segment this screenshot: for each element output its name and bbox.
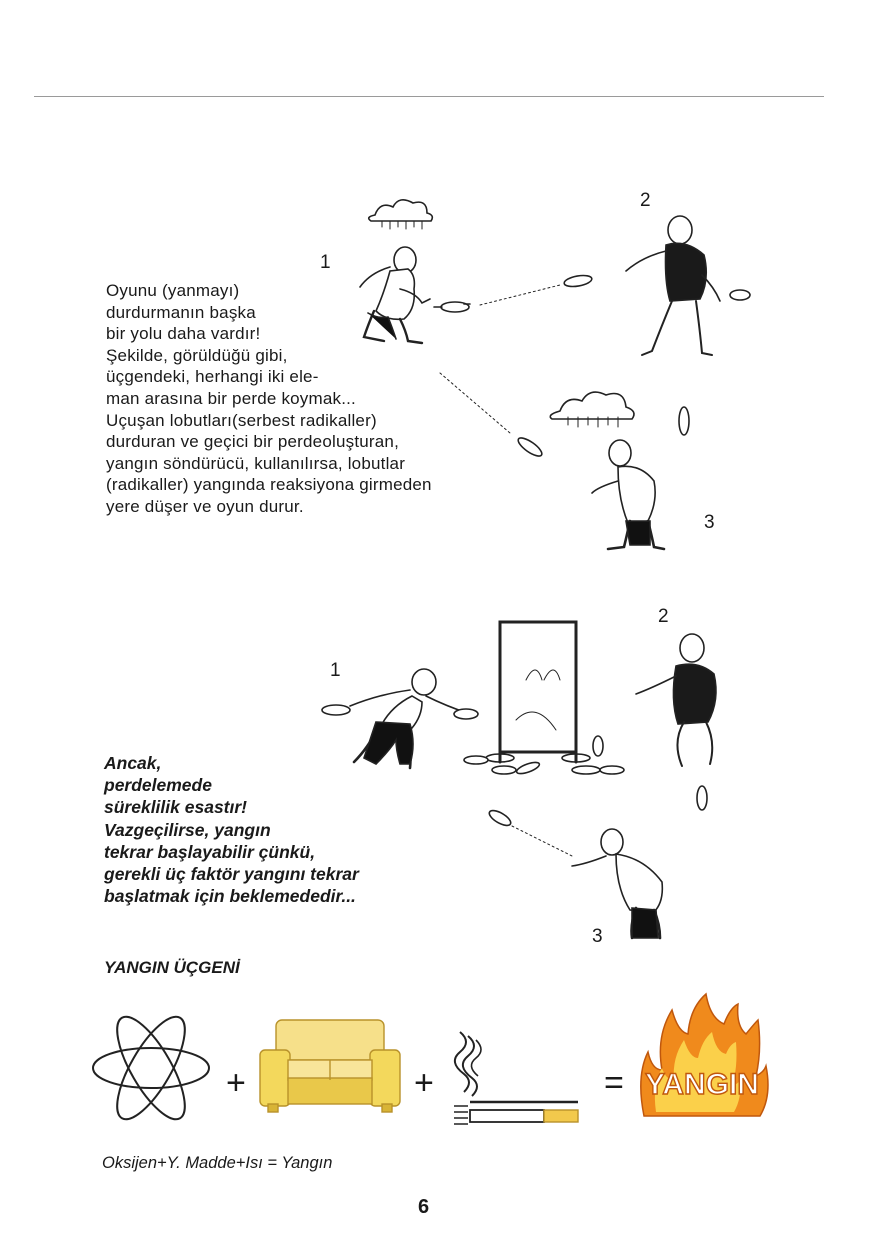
screen-curtain	[486, 622, 590, 762]
text-line: (radikaller) yangında reaksiyona girmeden	[106, 475, 432, 495]
fire-result-word: YANGIN	[645, 1068, 759, 1101]
warning-paragraph	[104, 752, 434, 907]
cigarette-icon	[452, 1028, 586, 1140]
text-line: durdurmanın başka	[106, 302, 256, 322]
text-line: man arasına bir perde koymak...	[106, 388, 356, 408]
text-line: başlatmak için beklemededir...	[104, 886, 356, 907]
player-1-figure	[360, 247, 430, 343]
plus-sign: +	[226, 1064, 246, 1102]
player-label-3: 3	[704, 512, 715, 533]
player-label-1: 1	[320, 252, 331, 273]
player-2-figure	[626, 216, 720, 355]
player-label-3: 3	[592, 926, 603, 947]
equation-caption: Oksijen+Y. Madde+Isı = Yangın	[102, 1154, 333, 1172]
cloud-icon	[369, 200, 433, 229]
fire-triangle-heading: YANGIN ÜÇGENİ	[104, 958, 240, 977]
plus-sign: +	[414, 1064, 434, 1102]
text-line: bir yolu daha vardır!	[106, 324, 261, 344]
player-label-2: 2	[640, 190, 651, 211]
fire-icon	[636, 988, 768, 1128]
top-rule	[34, 96, 824, 97]
text-line: tekrar başlayabilir çünkü,	[104, 841, 316, 862]
text-line: Uçuşan lobutları(serbest radikaller)	[106, 410, 377, 430]
text-line: Vazgeçilirse, yangın	[104, 819, 271, 840]
juggling-players-illustration	[330, 185, 750, 555]
text-line: perdelemede	[104, 775, 212, 796]
player-label-2: 2	[658, 606, 669, 627]
text-line: yangın söndürücü, kullanılırsa, lobutlar	[106, 453, 406, 473]
text-line: süreklilik esastır!	[104, 797, 247, 818]
text-line: Oyunu (yanmayı)	[106, 281, 240, 300]
text-line: durduran ve geçici bir perdeoluşturan,	[106, 432, 399, 452]
sofa-icon	[258, 1016, 402, 1116]
text-line: yere düşer ve oyun durur.	[106, 496, 304, 516]
player-2-figure	[636, 634, 716, 766]
text-line: Şekilde, görüldüğü gibi,	[106, 345, 288, 365]
text-line: gerekli üç faktör yangını tekrar	[104, 864, 359, 885]
text-line: üçgendeki, herhangi iki ele-	[106, 367, 319, 387]
flying-pins	[434, 274, 750, 459]
text-line: Ancak,	[104, 753, 162, 773]
player-3-figure	[592, 440, 664, 549]
player-3-figure	[487, 786, 707, 938]
cloud-icon	[550, 392, 634, 427]
equals-sign: =	[604, 1064, 624, 1102]
player-label-1: 1	[330, 660, 341, 681]
atom-icon	[88, 1008, 214, 1128]
page-number: 6	[418, 1196, 430, 1218]
